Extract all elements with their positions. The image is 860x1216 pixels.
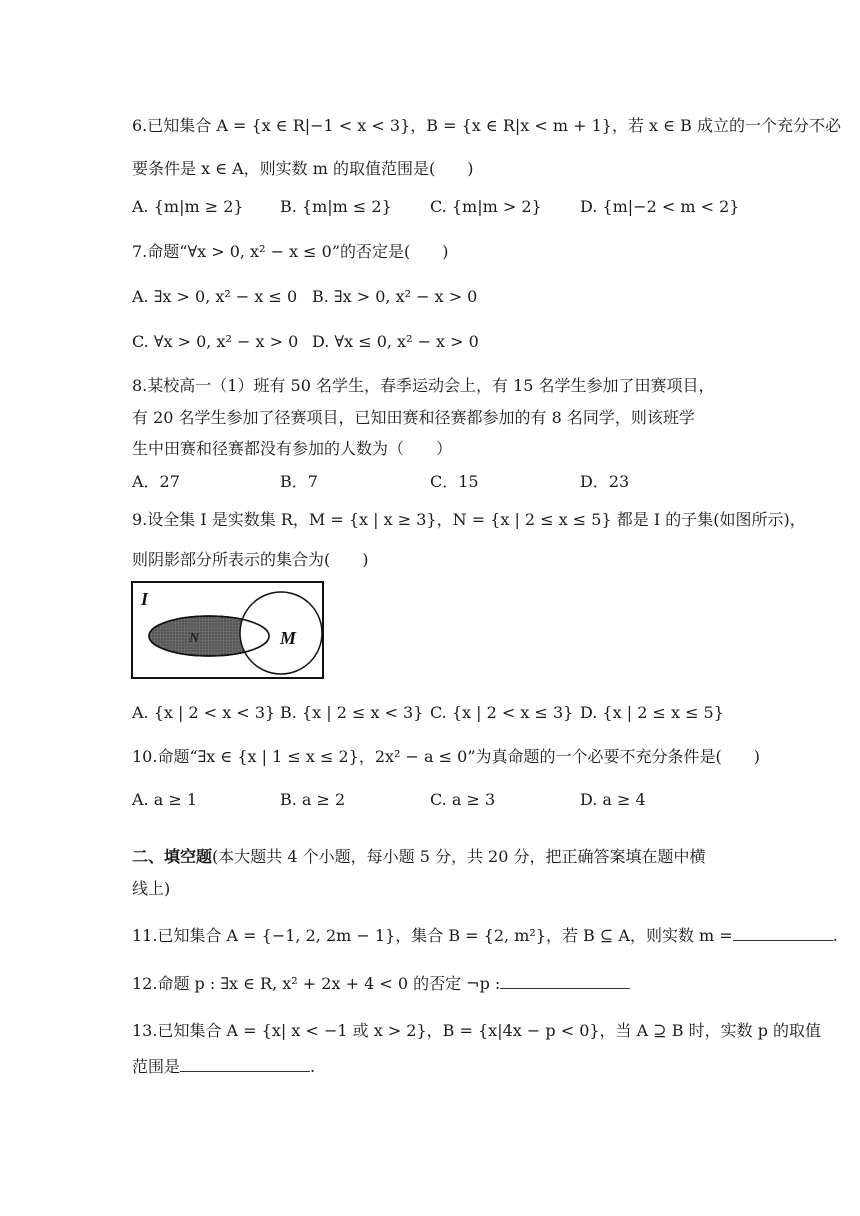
q11-text: 11.已知集合 A = {−1, 2, 2m − 1}，集合 B = {2, m²}，若 B ⊆ A，则实数 m = [132, 926, 733, 945]
q11-answer-blank[interactable] [733, 926, 833, 941]
q6-option-d: D. {m|−2 < m < 2} [580, 197, 740, 216]
section2-desc: (本大题共 4 个小题，每小题 5 分，共 20 分，把正确答案填在题中横 [212, 847, 706, 866]
q9-stem-line1: 9.设全集 I 是实数集 R，M = {x | x ≥ 3}，N = {x | 2 ≤ x ≤ 5} 都是 I 的子集(如图所示)， [132, 510, 806, 529]
q12-line [132, 973, 630, 995]
q7-stem: 7.命题“∀x > 0, x² − x ≤ 0”的否定是( ) [132, 242, 449, 261]
q10-stem: 10.命题“∃x ∈ {x | 1 ≤ x ≤ 2}，2x² − a ≤ 0”为真命题的一个必要不充分条件是( ) [132, 747, 760, 766]
q6-option-b: B. {m|m ≤ 2} [280, 197, 392, 216]
q9-option-a: A. {x | 2 < x < 3} [132, 703, 276, 722]
section2-heading: 二、填空题 [132, 847, 213, 866]
section2-heading-line [132, 846, 706, 868]
q10-option-b: B. a ≥ 2 [280, 790, 346, 809]
universe-label: I [141, 589, 149, 609]
set-n-label: N [189, 631, 200, 646]
q11-line [132, 925, 838, 947]
q13-stem-line1: 13.已知集合 A = {x| x < −1 或 x > 2}，B = {x|4x − p < 0}，当 A ⊇ B 时，实数 p 的取值 [132, 1021, 822, 1040]
q13-answer-blank[interactable] [180, 1057, 310, 1072]
q6-stem-line2: 要条件是 x ∈ A，则实数 m 的取值范围是( ) [132, 159, 474, 178]
q6-stem-line1: 6.已知集合 A = {x ∈ R|−1 < x < 3}，B = {x ∈ R|x < m + 1}，若 x ∈ B 成立的一个充分不必 [132, 116, 841, 135]
q10-option-a: A. a ≥ 1 [132, 790, 198, 809]
q10-option-c: C. a ≥ 3 [430, 790, 496, 809]
q12-text: 12.命题 p : ∃x ∈ R, x² + 2x + 4 < 0 的否定 ¬p : [132, 974, 501, 993]
q6-option-a: A. {m|m ≥ 2} [132, 197, 244, 216]
q8-option-b: B．7 [280, 472, 318, 491]
q8-option-c: C．15 [430, 472, 479, 491]
q9-option-c: C. {x | 2 < x ≤ 3} [430, 703, 574, 722]
q8-stem-line3: 生中田赛和径赛都没有参加的人数为（ ） [132, 439, 453, 458]
q12-answer-blank[interactable] [500, 974, 630, 989]
q7-option-a: A. ∃x > 0, x² − x ≤ 0 [132, 287, 298, 306]
q9-option-b: B. {x | 2 ≤ x < 3} [280, 703, 424, 722]
q8-option-d: D．23 [580, 472, 630, 491]
q6-option-c: C. {m|m > 2} [430, 197, 542, 216]
q7-option-d: D. ∀x ≤ 0, x² − x > 0 [312, 332, 479, 351]
q9-stem-line2: 则阴影部分所表示的集合为( ) [132, 550, 369, 569]
q10-option-d: D. a ≥ 4 [580, 790, 646, 809]
q7-option-b: B. ∃x > 0, x² − x > 0 [312, 287, 478, 306]
q9-option-d: D. {x | 2 ≤ x ≤ 5} [580, 703, 724, 722]
q8-stem-line1: 8.某校高一（1）班有 50 名学生，春季运动会上，有 15 名学生参加了田赛项目， [132, 376, 715, 395]
q13-line2 [132, 1056, 315, 1078]
q13-text: 范围是 [132, 1057, 181, 1076]
venn-diagram [131, 581, 324, 679]
section2-desc-line2: 线上) [132, 879, 171, 898]
q7-option-c: C. ∀x > 0, x² − x > 0 [132, 332, 299, 351]
q8-stem-line2: 有 20 名学生参加了径赛项目，已知田赛和径赛都参加的有 8 名同学，则该班学 [132, 408, 695, 427]
q8-option-a: A．27 [132, 472, 180, 491]
q13-end: . [310, 1057, 316, 1076]
set-m-label: M [280, 628, 297, 648]
q11-end: . [832, 926, 838, 945]
